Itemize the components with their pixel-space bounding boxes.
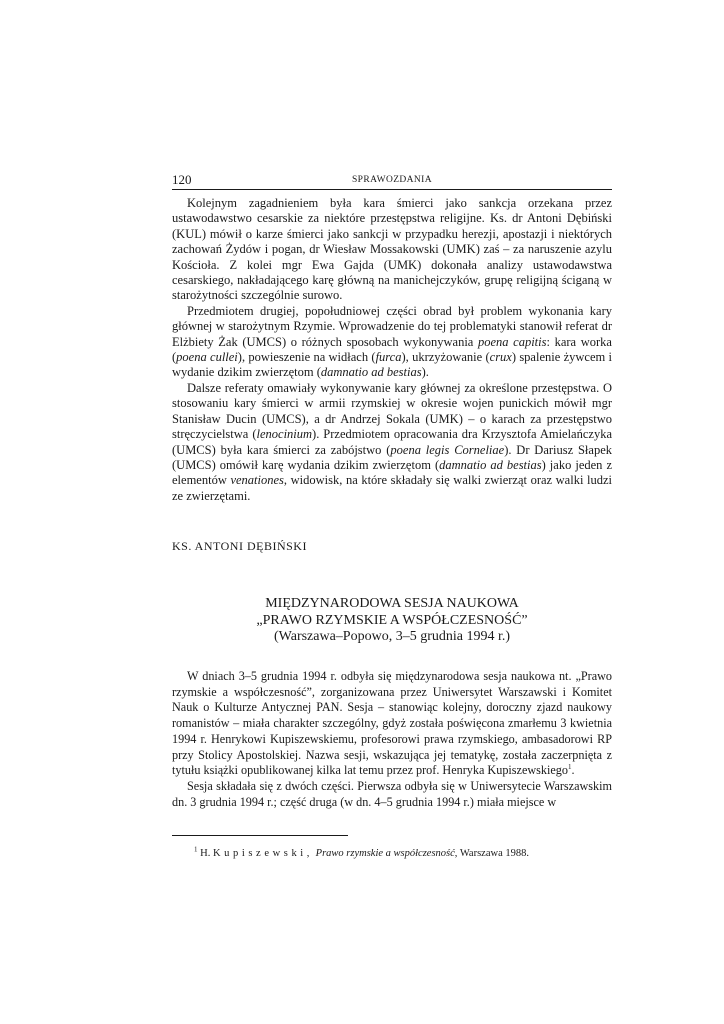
- footnote: $^1$ H. Kupiszewski, Prawo rzymskie a współczesność, Warszawa 1988.: [194, 845, 529, 859]
- running-head: [172, 172, 612, 188]
- page: [172, 0, 612, 1024]
- title-line: „PRAWO RZYMSKIE A WSPÓŁCZESNOŚĆ”: [256, 612, 528, 628]
- paragraph: Przedmiotem drugiej, popołudniowej części obrad był problem wykonania kary głównej w starożytnym Rzymie. Wprowadzenie do tej problematyki stanowił referat dr Elżbiety Żak (UMCS) o różnych sposobach wykonywania poena capitis: kara worka (poena cullei), powieszenie na widłach (furca), ukrzyżowanie (crux) spalenie żywcem i wydanie dzikim zwierzętom (damnatio ad bestias).: [172, 303, 612, 380]
- title-line: MIĘDZYNARODOWA SESJA NAUKOWA: [265, 596, 519, 611]
- paragraph: W dniach 3–5 grudnia 1994 r. odbyła się międzynarodowa sesja naukowa nt. „Prawo rzymskie a współczesność”, zorganizowana przez Uniwersytet Warszawski i Komitet Nauk o Kulturze Antycznej PAN. Sesja – stanowiąc kolejny, doroczny zjazd naukowy romanistów – miała charakter szczególny, gdyż została poświęcona zmarłemu 3 kwietnia 1994 r. Henrykowi Kupiszewskiemu, profesorowi prawa rzymskiego, ambasadorowi RP przy Stolicy Apostolskiej. Nazwa sesji, wskazująca jej tematykę, została zaczerpnięta z tytułu książki opublikowanej kilka lat temu przez prof. Henryka Kupiszewskiego$^1$.: [172, 669, 612, 778]
- footnote-book-title: Prawo rzymskie a współczesność: [315, 848, 455, 859]
- paragraph: Sesja składała się z dwóch części. Pierwsza odbyła się w Uniwersytecie Warszawskim dn. 3 grudnia 1994 r.; część druga (w dn. 4–5 grudnia 1994 r.) miała miejsce w: [172, 778, 612, 809]
- article-title: [172, 596, 612, 646]
- footnote-ref: 1: [568, 763, 572, 772]
- footnote-rule: [172, 835, 348, 836]
- paragraph: Kolejnym zagadnieniem była kara śmierci jako sankcja orzekana przez ustawodawstwo cesarskie za niektóre przestępstwa religijne. Ks. dr Antoni Dębiński (KUL) mówił o karze śmierci jako sankcji w przypadku herezji, apostazji i niektórych zachowań Żydów i pogan, dr Wiesław Mossakowski (UMK) zaś – za naruszenie azylu Kościoła. Z kolei mgr Ewa Gajda (UMK) dokonała analizy ustawodawstwa cesarskiego, nakładającego karę główną na manichejczyków, grupę religijną ściganą w starożytności szczególnie surowo.: [172, 196, 612, 303]
- article-body: [172, 669, 612, 810]
- page-number: 120: [172, 172, 192, 187]
- report-continuation: [172, 196, 612, 504]
- author-name: KS. ANTONI DĘBIŃSKI: [172, 539, 307, 553]
- title-subline: (Warszawa–Popowo, 3–5 grudnia 1994 r.): [273, 629, 511, 644]
- paragraph: Dalsze referaty omawiały wykonywanie kary głównej za określone przestępstwa. O stosowaniu kary śmierci w armii rzymskiej w okresie wojen punickich mówił mgr Stanisław Ducin (UMCS), a dr Andrzej Sokala (UMK) – o karach za przestępstwo stręczycielstwa (lenocinium). Przedmiotem opracowania dra Krzysztofa Amielańczyka (UMCS) była kara śmierci za zabójstwo (poena legis Corneliae). Dr Dariusz Słapek (UMCS) omówił karę wydania dzikim zwierzętom (damnatio ad bestias) jako jeden z elementów venationes, widowisk, na które składały się walki zwierząt oraz walki ludzi ze zwierzętami.: [172, 380, 613, 503]
- header-rule: [172, 189, 612, 190]
- footnote-author: Kupiszewski,: [212, 848, 314, 859]
- section-title: SPRAWOZDANIA: [351, 175, 433, 185]
- footnote-number: 1: [194, 845, 198, 854]
